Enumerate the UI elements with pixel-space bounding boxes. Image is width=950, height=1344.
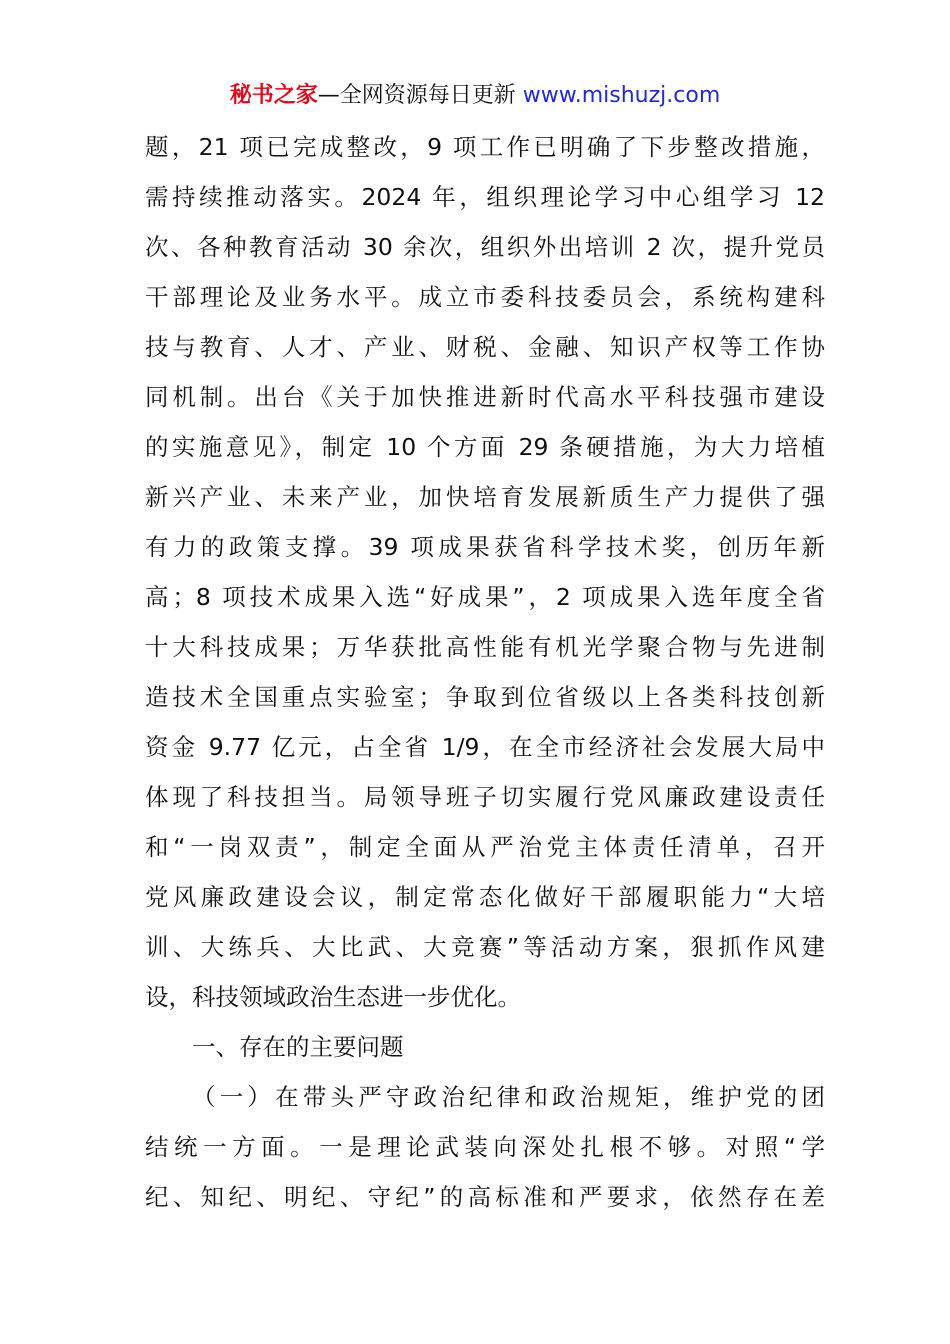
site-header [0,80,950,112]
body-text-line: 造技术全国重点实验室；争取到位省级以上各类科技创新 [145,683,825,711]
body-text-line: 党风廉政建设会议，制定常态化做好干部履职能力“大培 [145,883,825,911]
subsection-text-line: 纪、知纪、明纪、守纪”的高标准和严要求，依然存在差 [145,1183,825,1211]
document-body [145,122,825,1222]
body-text-line: 题，21 项已完成整改，9 项工作已明确了下步整改措施， [145,133,825,161]
body-text-line: 设，科技领域政治生态进一步优化。 [145,983,521,1011]
body-text-line: 需持续推动落实。2024 年，组织理论学习中心组学习 12 [145,183,825,211]
body-text-line: 干部理论及业务水平。成立市委科技委员会，系统构建科 [145,283,825,311]
body-text-line: 同机制。出台《关于加快推进新时代高水平科技强市建设 [145,383,825,411]
section-heading: 一、存在的主要问题 [192,1033,404,1061]
subsection-text-line: 结统一方面。一是理论武装向深处扎根不够。对照“学 [145,1133,825,1161]
body-text-line: 体现了科技担当。局领导班子切实履行党风廉政建设责任 [145,783,825,811]
subsection-text-line: （一）在带头严守政治纪律和政治规矩，维护党的团 [192,1083,825,1111]
body-text-line: 十大科技成果；万华获批高性能有机光学聚合物与先进制 [145,633,825,661]
body-text-line: 新兴产业、未来产业，加快培育发展新质生产力提供了强 [145,483,825,511]
body-text-line: 技与教育、人才、产业、财税、金融、知识产权等工作协 [145,333,825,361]
site-url-link[interactable]: www.mishuzj.com [522,83,721,108]
body-text-line: 次、各种教育活动 30 余次，组织外出培训 2 次，提升党员 [145,233,825,261]
body-text-line: 高；8 项技术成果入选“好成果”，2 项成果入选年度全省 [145,583,825,611]
body-text-line: 有力的政策支撑。39 项成果获省科学技术奖，创历年新 [145,533,825,561]
body-text-line: 的实施意见》，制定 10 个方面 29 条硬措施，为大力培植 [145,433,825,461]
site-brand-name: 秘书之家 [229,83,318,108]
body-text-line: 资金 9.77 亿元，占全省 1/9，在全市经济社会发展大局中 [145,733,825,761]
site-tagline: —全网资源每日更新 [317,83,516,108]
body-text-line: 和“一岗双责”，制定全面从严治党主体责任清单，召开 [145,833,825,861]
body-text-line: 训、大练兵、大比武、大竞赛”等活动方案，狠抓作风建 [145,933,825,961]
